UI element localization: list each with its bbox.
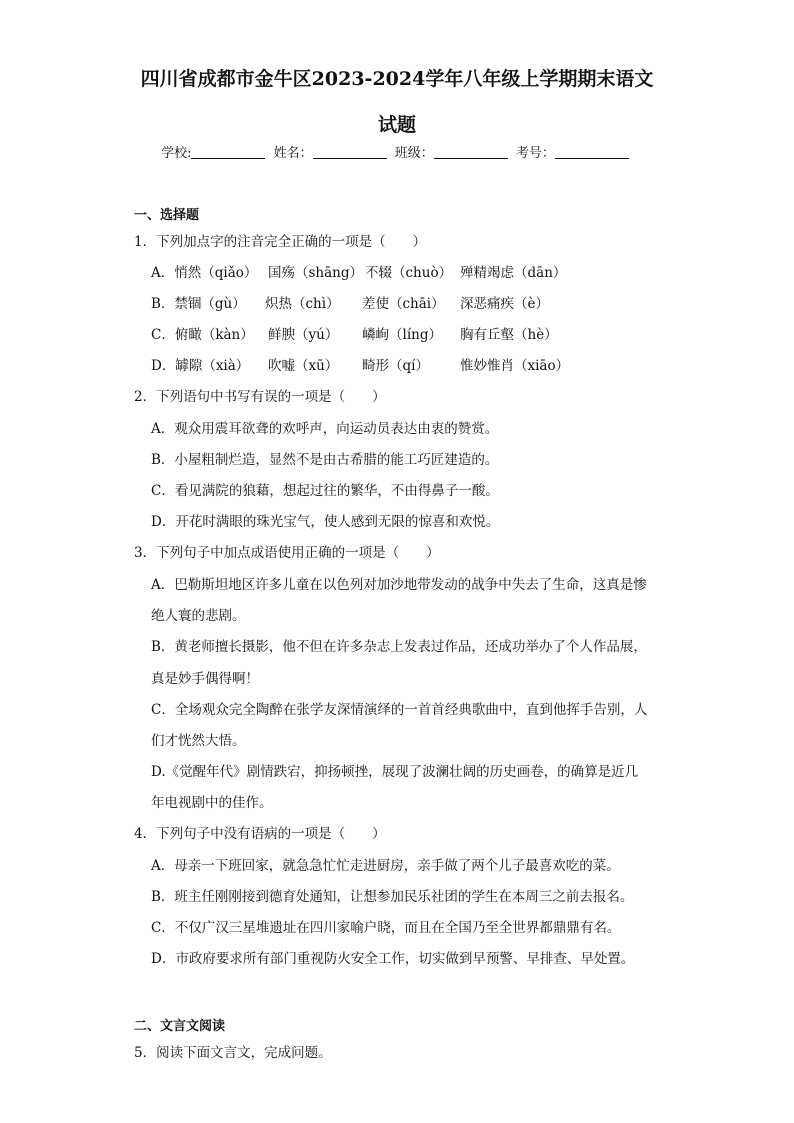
question-3-option-d-line2: 年电视剧中的佳作。 xyxy=(151,795,273,811)
question-4-option-b: B．班主任刚刚接到德育处通知，让想参加民乐社团的学生在本周三之前去报名。 xyxy=(151,889,634,905)
exam-number-label: 考号： xyxy=(515,146,555,161)
question-1-stem: 1．下列加点字的注音完全正确的一项是（ ） xyxy=(134,234,427,250)
exam-title-line1: 四川省成都市金牛区2023-2024学年八年级上学期期末语文 xyxy=(140,68,654,90)
question-3-option-a-line2: 绝人寰的悲剧。 xyxy=(151,608,246,624)
question-1-option-a: A．悄然（qiǎo） 国殇（shāng） 不辍（chuò） 殚精竭虑（dān） xyxy=(151,265,567,281)
question-3-option-d-line1: D.《觉醒年代》剧情跌宕，抑扬顿挫，展现了波澜壮阔的历史画卷，的确算是近几 xyxy=(151,764,639,780)
question-3-option-b-line1: B．黄老师擅长摄影，他不但在许多杂志上发表过作品，还成功举办了个人作品展， xyxy=(151,639,647,655)
class-blank[interactable] xyxy=(434,145,508,159)
question-1-option-c: C．俯瞰（kàn） 鲜腴（yú） 嶙峋（líng） 胸有丘壑（hè） xyxy=(151,327,558,343)
name-label: 姓名： xyxy=(273,146,313,161)
section-heading-classical: 二、文言文阅读 xyxy=(134,1019,226,1034)
exam-title-line2: 试题 xyxy=(377,114,416,136)
question-4-option-d: D．市政府要求所有部门重视防火安全工作，切实做到早预警、早排查、早处置。 xyxy=(151,951,635,967)
question-3-stem: 3．下列句子中加点成语使用正确的一项是（ ） xyxy=(134,545,440,561)
question-2-option-d: D．开花时满眼的珠光宝气，使人感到无限的惊喜和欢悦。 xyxy=(151,514,500,530)
question-3-option-c-line2: 们才恍然大悟。 xyxy=(151,733,246,749)
question-2-option-b: B．小屋粗制烂造，显然不是由古希腊的能工巧匠建造的。 xyxy=(151,452,499,468)
student-info-row xyxy=(0,145,794,163)
question-4-option-a: A．母亲一下班回家，就急急忙忙走进厨房，亲手做了两个儿子最喜欢吃的菜。 xyxy=(151,858,620,874)
question-2-option-a: A．观众用震耳欲聋的欢呼声，向运动员表达由衷的赞赏。 xyxy=(151,421,499,437)
question-4-stem: 4．下列句子中没有语病的一项是（ ） xyxy=(134,826,386,842)
name-blank[interactable] xyxy=(313,145,387,159)
question-3-option-b-line2: 真是妙手偶得啊！ xyxy=(151,671,259,687)
question-3-option-c-line1: C．全场观众完全陶醉在张学友深情演绎的一首首经典歌曲中，直到他挥手告别，人 xyxy=(151,702,648,718)
question-2-stem: 2．下列语句中书写有误的一项是（ ） xyxy=(134,389,386,405)
class-label: 班级： xyxy=(394,146,434,161)
exam-number-blank[interactable] xyxy=(555,145,629,159)
question-1-option-d: D．罅隙（xià） 吹嘘（xū） 畸形（qí） 惟妙惟肖（xiāo） xyxy=(151,358,570,374)
question-5-stem: 5．阅读下面文言文，完成问题。 xyxy=(134,1045,332,1061)
school-blank[interactable] xyxy=(191,145,265,159)
question-2-option-c: C．看见满院的狼藉，想起过往的繁华，不由得鼻子一酸。 xyxy=(151,483,499,499)
question-4-option-c: C．不仅广汉三星堆遗址在四川家喻户晓，而且在全国乃至全世界都鼎鼎有名。 xyxy=(151,920,621,936)
section-heading-choice: 一、选择题 xyxy=(134,208,200,223)
question-3-option-a-line1: A．巴勒斯坦地区许多儿童在以色列对加沙地带发动的战争中失去了生命，这真是惨 xyxy=(151,577,647,593)
question-1-option-b: B．禁锢（gù） 炽热（chì） 差使（chāi） 深恶痛疾（è） xyxy=(151,296,549,312)
school-label: 学校: xyxy=(161,146,192,161)
